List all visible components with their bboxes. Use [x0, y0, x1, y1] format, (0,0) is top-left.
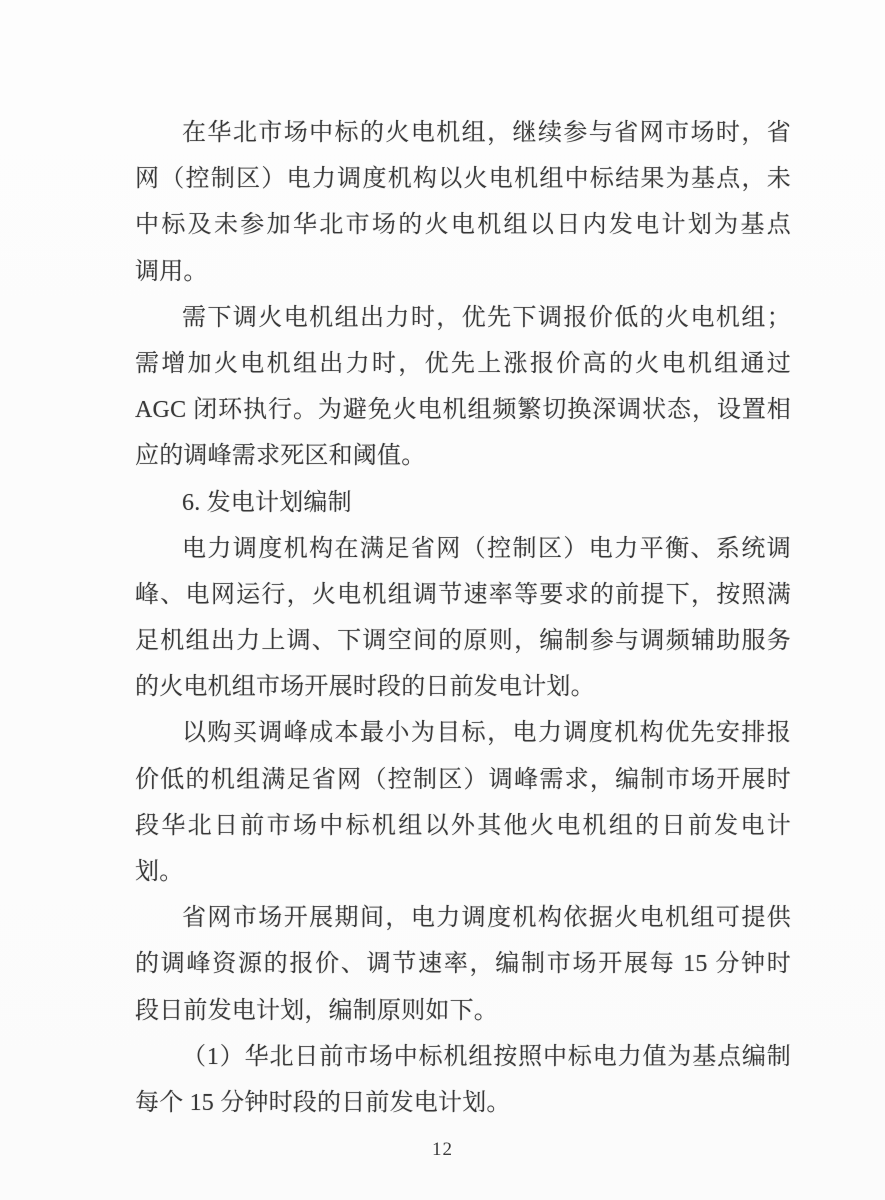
text-line: 应的调峰需求死区和阈值。 [135, 443, 426, 470]
section-heading: 6. 发电计划编制 [182, 489, 352, 516]
text-line: 的调峰资源的报价、调节速率，编制市场开展每 15 分钟时 [135, 951, 791, 978]
text-line: 价低的机组满足省网（控制区）调峰需求，编制市场开展时 [135, 766, 791, 793]
text-line: 电力调度机构在满足省网（控制区）电力平衡、系统调 [182, 535, 791, 562]
text-line: 省网市场开展期间，电力调度机构依据火电机组可提供 [182, 905, 791, 932]
text-line: 网（控制区）电力调度机构以火电机组中标结果为基点，未 [135, 166, 791, 193]
text-line: 需下调火电机组出力时，优先下调报价低的火电机组； [182, 304, 791, 331]
text-line: 的火电机组市场开展时段的日前发电计划。 [135, 674, 595, 701]
text-line: 调用。 [135, 258, 208, 285]
page-number: 12 [432, 1139, 453, 1160]
text-line: AGC 闭环执行。为避免火电机组频繁切换深调状态，设置相 [135, 397, 791, 424]
text-line: 以购买调峰成本最小为目标，电力调度机构优先安排报 [182, 720, 791, 747]
text-line: 每个 15 分钟时段的日前发电计划。 [135, 1089, 511, 1116]
text-line: 中标及未参加华北市场的火电机组以日内发电计划为基点 [135, 212, 791, 239]
text-line: 在华北市场中标的火电机组，继续参与省网市场时，省 [182, 120, 791, 146]
text-line: 足机组出力上调、下调空间的原则，编制参与调频辅助服务 [135, 628, 791, 655]
text-line: 需增加火电机组出力时，优先上涨报价高的火电机组通过 [135, 350, 791, 377]
text-line: 峰、电网运行，火电机组调节速率等要求的前提下，按照满 [135, 581, 791, 608]
text-line: 段日前发电计划，编制原则如下。 [135, 997, 498, 1024]
text-line: 划。 [135, 859, 184, 885]
text-line: （1）华北日前市场中标机组按照中标电力值为基点编制 [182, 1043, 791, 1070]
document-body-text [135, 110, 791, 1126]
text-line: 段华北日前市场中标机组以外其他火电机组的日前发电计 [135, 812, 791, 839]
